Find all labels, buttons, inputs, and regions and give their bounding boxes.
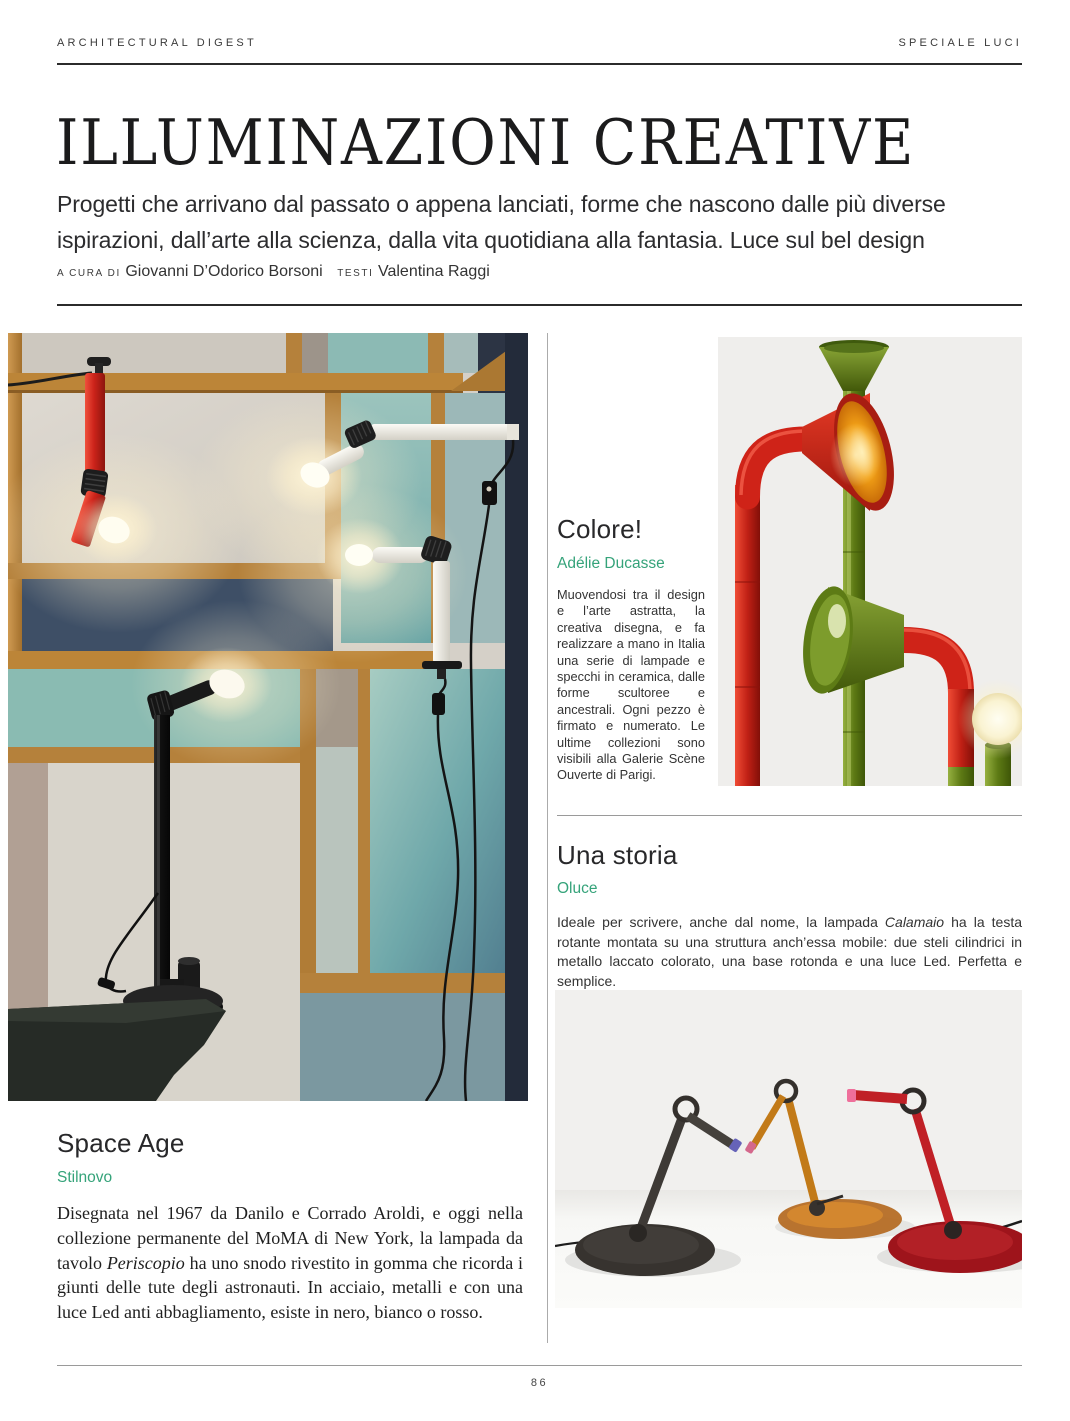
trumpet-glow: [830, 423, 882, 487]
magazine-name: ARCHITECTURAL DIGEST: [57, 37, 257, 49]
footer-rule: [57, 1365, 1022, 1366]
photo-calamaio-lamps: [555, 990, 1022, 1308]
lamp-name-periscopio: Periscopio: [106, 1252, 185, 1273]
issue-section-label: SPECIALE LUCI: [898, 37, 1022, 49]
white-vertical-lamp-bulb: [345, 544, 373, 566]
inline-switch-2: [432, 693, 445, 715]
red-lamp-led-tip: [847, 1089, 856, 1102]
calamaio-lamps-illustration: [555, 990, 1022, 1308]
column-divider: [547, 333, 548, 1343]
curated-by-name: Giovanni D’Odorico Borsoni: [125, 263, 323, 280]
brand-oluce: Oluce: [557, 880, 598, 897]
space-age-body: [57, 1201, 523, 1325]
photo-periscopio-lamps: [8, 333, 528, 1101]
una-storia-body-post: ha la testa rotante montata su una struttura anch’essa mobile: due steli cilindrici in metallo laccato colorato, una base rotonda e una luce Led. Perfetta e semplice.: [557, 914, 1022, 989]
space-age-body-pre: Disegnata nel 1967 da Danilo e Corrado Aroldi, e oggi nella collezione permanente del MoMA di New York, la lampada da tavolo: [57, 1203, 523, 1273]
page-title: ILLUMINAZIONI CREATIVE: [56, 106, 916, 179]
una-storia-body: [557, 913, 1022, 991]
texts-name: Valentina Raggi: [377, 263, 490, 280]
texts-label: TESTI: [337, 268, 374, 279]
ceramic-lamp-illustration: [718, 337, 1022, 786]
curated-by-label: A CURA DI: [57, 268, 121, 279]
brand-adelie-ducasse: Adélie Ducasse: [557, 555, 665, 572]
section-title-colore: Colore!: [557, 514, 643, 544]
periscopio-photo-illustration: [8, 333, 528, 1101]
space-age-body-post: ha uno snodo rivestito in gomma che ricorda i giunti delle tute degli astronauti. In acciaio, metalli e con una luce Led anti abbagliamento, esiste in nero, bianco o rosso.: [57, 1252, 523, 1323]
header-rule: [57, 63, 1022, 65]
section-title-una-storia: Una storia: [557, 840, 678, 870]
section-title-space-age: Space Age: [57, 1128, 185, 1158]
una-storia-body-pre: Ideale per scrivere, anche dal nome, la lampada: [557, 914, 885, 930]
masthead-rule: [57, 304, 1022, 306]
colore-body: Muovendosi tra il design e l’arte astratta, la creativa disegna, e fa realizzare a mano in Italia una serie di lampade e specchi in ceramica, dalle forme scultoree e ancestrali. Ogni pezzo è firmato e numerato. Le ultime collezioni sono visibili alla Galerie Scène Ouverte di Parigi.: [557, 587, 705, 783]
inline-switch: [482, 481, 497, 505]
lamp-name-calamaio: Calamaio: [884, 914, 945, 930]
page-number: 86: [530, 1377, 549, 1389]
intro-paragraph: Progetti che arrivano dal passato o appena lanciati, forme che nascono dalle più diverse ispirazioni, dall’arte alla scienza, dalla vita quotidiana alla fantasia. Luce sul bel design: [57, 191, 946, 253]
una-storia-rule: [557, 815, 1022, 816]
photo-ceramic-lamp: [718, 337, 1022, 786]
bare-bulb: [972, 693, 1022, 745]
byline: [57, 263, 490, 281]
brand-stilnovo: Stilnovo: [57, 1169, 113, 1186]
